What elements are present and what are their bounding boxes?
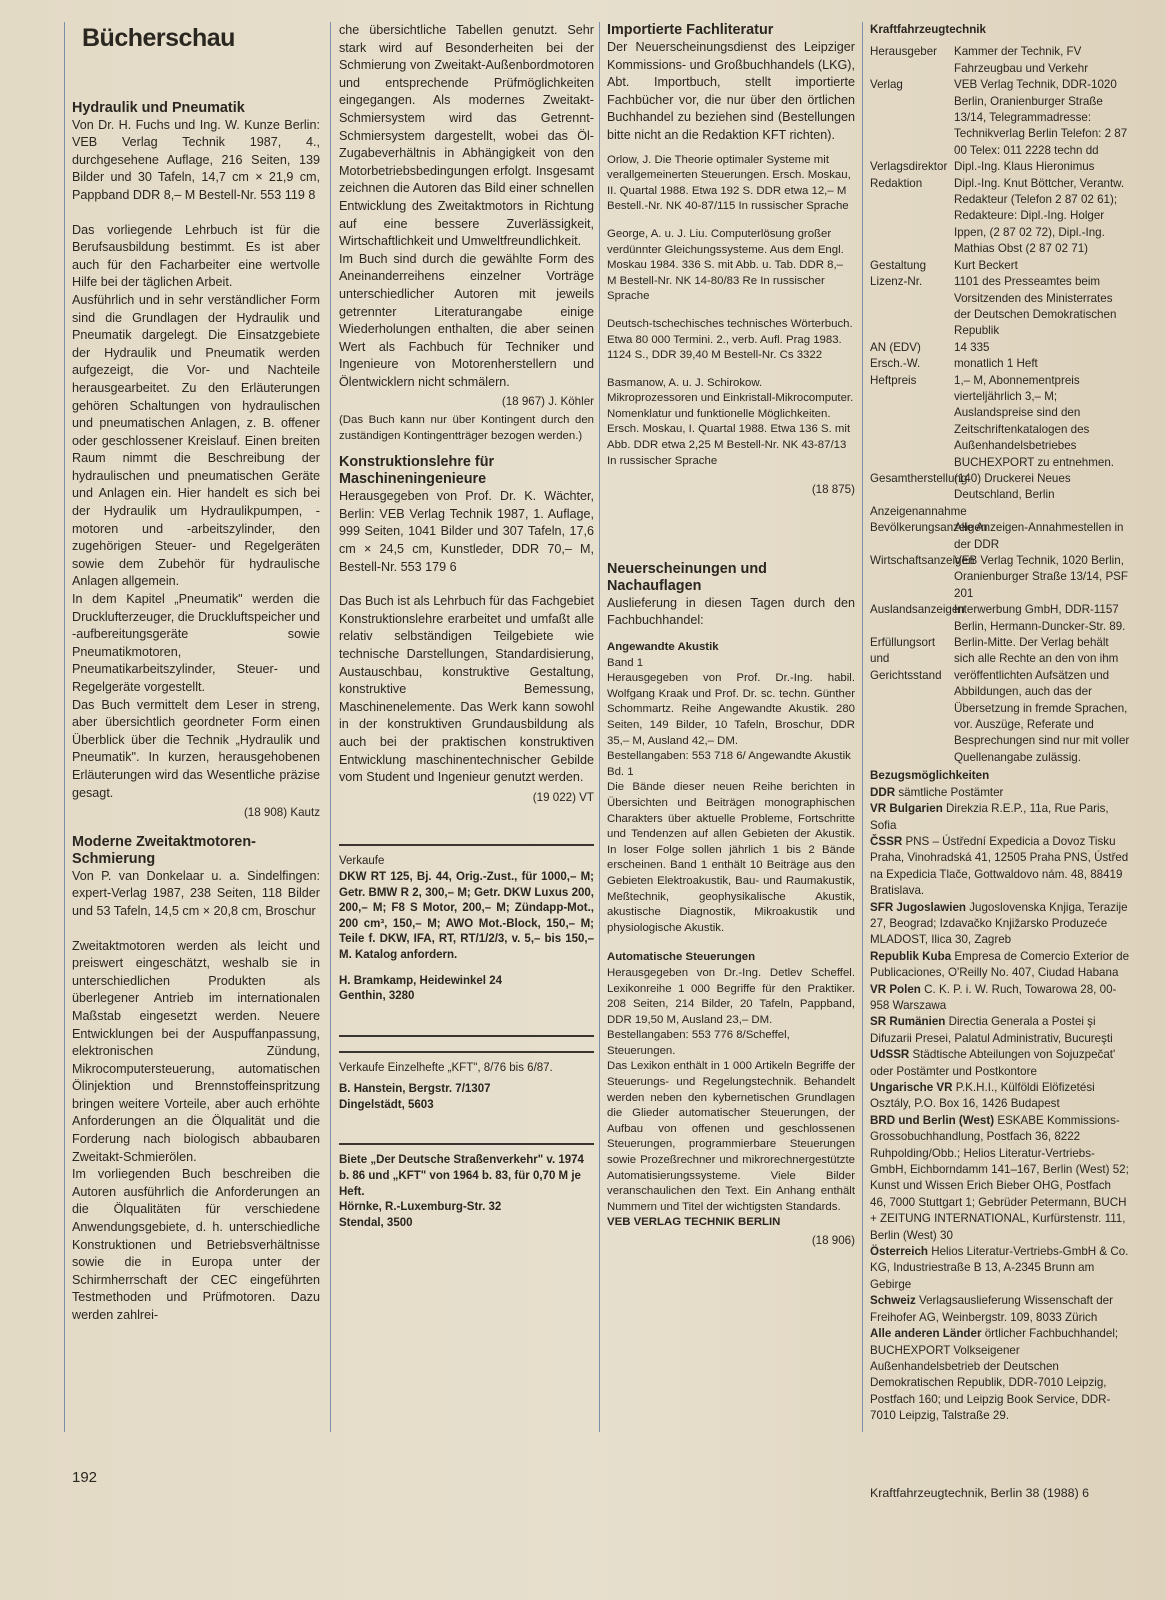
imprint-key: Wirtschaftsanzeigen — [870, 554, 975, 567]
page-footer: Kraftfahrzeugtechnik, Berlin 38 (1988) 6 — [870, 1486, 1090, 1500]
review-signature: (19 022) VT — [532, 790, 594, 804]
distribution-country: Ungarische VR — [870, 1081, 953, 1094]
column-3 — [607, 22, 855, 1251]
book-heading: Hydraulik und Pneumatik — [72, 99, 245, 116]
distribution-country: VR Bulgarien — [870, 802, 943, 816]
distribution-country: DDR — [870, 785, 896, 799]
distribution-country: Österreich — [870, 1245, 928, 1259]
ad-title: Verkaufe — [339, 855, 385, 868]
section-title: Bücherschau — [82, 24, 235, 52]
distribution-entry — [870, 982, 1130, 1015]
availability-note: (Das Buch kann nur über Kontingent durch den zuständigen Kontingentträger bezogen werden.) — [339, 414, 594, 442]
classified-ad-1 — [339, 854, 594, 1004]
column-rule-4 — [862, 22, 863, 1432]
new-book-description: Das Lexikon enthält in 1 000 Artikeln Begriffe der Steuerungs- und Regelungstechnik. Behandelt werden neben den kybernetischen Grundlagen die Glieder automatischer Steuerungen, der Aufbau von offenen und geschlossenen Steuerungen, programmierbare Steuerungen sowie Prozeßrechner und mikrorechnergestützte Automatisierungssysteme. Viele Bilder veranschaulichen den Text. Ein Anhang enthält Nummern und Titel der wichtigsten Standards. — [607, 1060, 855, 1213]
distribution-address: P.K.H.I., Külföldi Elöfizetési Osztály, P.O. Box 16, 1426 Budapest — [870, 1081, 1095, 1111]
ad-text: DKW RT 125, Bj. 44, Orig.-Zust., für 1000,– M; Getr. BMW R 2, 300,– M; Getr. DKW Luxus 200, 200,– M; F8 S Motor, 200,– M; Zündapp-Mot., 200 cm³, 150,– M; AWO Mot.-Block, 150,– M; Teile f. DKW, IFA, RT, RT/1/2/3, v. 5,– bis 150,– M. Katalog anfordern. — [339, 870, 594, 961]
imprint-key: Bevölkerungsanzeigen — [870, 521, 988, 535]
new-book-info: Herausgegeben von Dr.-Ing. Detlev Scheffel. Lexikonreihe 1 000 Begriffe für den Praktiker. 208 Seiten, 214 Bilder, 20 Tafeln, Pappband, DDR 19,50 M, Ausland 23,– DM. — [607, 966, 855, 1026]
ad-city: Genthin, 3280 — [339, 990, 415, 1003]
imprint-value: (140) Druckerei Neues Deutschland, Berlin — [954, 471, 1071, 502]
review-paragraph: Das Buch vermittelt dem Leser in streng, aber übersichtlich geordneter Form einen Überblick über die Technik „Hydraulik und Pneumatik". In kurzen, herausgehobenen Erläuterungen wird das Wesentliche präzise gesagt. — [72, 697, 320, 800]
imprint-row — [870, 553, 1130, 602]
review-paragraph: Im Buch sind durch die gewählte Form des Aneinanderreihens einzelner Vorträge unterschiedlicher Autoren mit jeweils getrennter Literaturangabe einige Wiederholungen enthalten, die aber seinen Wert als Fachbuch für Techniker und Ingenieure von Motorenherstellern und Ölentwicklern nicht schmälern. — [339, 251, 594, 389]
distribution-address: Direkzia R.E.P., 11a, Rue Paris, Sofia — [870, 802, 1109, 832]
distribution-address: PNS – Ústřední Expedicia a Dovoz Tisku Praha, Vinohradská 41, 12505 Praha PNS, Ústřed na Expedicia Tlače, Gottwaldovo nám. 48, 88419 Bratislava. — [870, 834, 1129, 898]
section-heading: Importierte Fachliteratur — [607, 22, 774, 38]
imprint-value: 1101 des Presseamtes beim Vorsitzenden des Ministerrates der Deutschen Demokratischen Republik — [954, 275, 1117, 338]
imprint-key: Redaktion — [870, 176, 923, 190]
new-book-title: Automatische Steuerungen — [607, 951, 756, 964]
section-heading: Neuerscheinungen und Nachauflagen — [607, 560, 767, 594]
imprint-key: Ersch.-W. — [870, 357, 921, 371]
book-heading: Moderne Zweitaktmotoren-Schmierung — [72, 833, 256, 867]
ad-divider — [339, 1035, 594, 1037]
distribution-entry — [870, 1047, 1130, 1080]
distribution-country: SR Rumänien — [870, 1015, 946, 1029]
imprint-key: Verlagsdirektor — [870, 160, 948, 174]
imprint-row — [870, 159, 1130, 175]
imprint-key: Verlag — [870, 78, 903, 92]
distribution-entry — [870, 1014, 1130, 1047]
bezug-rows — [870, 785, 1130, 1425]
imprint-row — [870, 602, 1130, 635]
column-2 — [339, 22, 594, 1231]
import-item: George, A. u. J. Liu. Computerlösung großer verdünnter Gleichungssysteme. Aus dem Engl. Moskau 1984. 336 S. mit Abb. u. Tab. DDR 8,– M Bestell-Nr. NK 14-80/83 Re In russischer Sprache — [607, 227, 844, 303]
distribution-address: Empresa de Comercio Exterior de Publicaciones, O'Reilly No. 407, Ciudad Habana — [870, 949, 1130, 980]
review-paragraph: Das Buch ist als Lehrbuch für das Fachgebiet Konstruktionslehre erarbeitet und umfaßt alle relativ selbständigen Teilgebiete wie technische Darstellungen, Standardisierung, Austauschbau, konstruktive Gestaltung, konstruktive Bemessung, Maschinenelemente. Das Werk kann sowohl in der konstruktiven Grundausbildung als auch bei der praktischen konstruktiven Entwicklung maschinentechnischer Gebilde vom Student und Ingenieur genutzt werden. — [339, 594, 594, 785]
column-rule-2 — [330, 22, 331, 1432]
distribution-address: örtlicher Fachbuchhandel; BUCHEXPORT Volkseigener Außenhandelsbetrieb der Deutschen Demokratischen Republik, DDR-7010 Leipzig, Postfach 160; und Leipzig Book Service, DDR-7010 Leipzig, Talstraße 29. — [870, 1327, 1119, 1423]
imprint-value: monatlich 1 Heft — [954, 357, 1038, 371]
review-paragraph: Das vorliegende Lehrbuch ist für die Berufsausbildung bestimmt. Es ist aber auch für den Facharbeiter eine wertvolle Hilfe bei der täglichen Arbeit. — [72, 222, 320, 290]
distribution-country: VR Polen — [870, 982, 921, 996]
imprint-key: Erfüllungsort und Gerichtsstand — [870, 636, 942, 682]
new-book-description: Die Bände dieser neuen Reihe berichten in Übersichten und Beiträgen monographischen Charakters über aktuelle Probleme, Fortschritte und Tendenzen auf allen Gebieten der Akustik. In loser Folge sollen jährlich 1 bis 2 Bände erscheinen. Band 1 enthält 10 Beiträge aus den Gebieten Elektroakustik, Bau- und Raumakustik, Meßtechnik, geophysikalische Akustik, akustische Diagnostik, Mikroakustik und physiologische Akustik. — [607, 781, 855, 934]
imprint-row — [870, 258, 1130, 274]
review-zweitakt — [72, 834, 320, 1325]
ad-name: B. Hanstein, Bergstr. 7/1307 — [339, 1083, 491, 1096]
new-book-order: Bestellangaben: 553 776 8/Scheffel, Steuerungen. — [607, 1029, 790, 1057]
column-1 — [72, 22, 320, 1325]
imprint-row — [870, 520, 1130, 553]
new-book-info: Herausgegeben von Prof. Dr.-Ing. habil. Wolfgang Kraak und Prof. Dr. sc. techn. Günther Schommartz. Reihe Angewandte Akustik. 280 Seiten, 149 Bilder, 10 Tafeln, Broschur, DDR 35,– M, Ausland 42,– DM. — [607, 672, 855, 747]
distribution-country: BRD und Berlin (West) — [870, 1113, 995, 1127]
distribution-entry — [870, 1326, 1130, 1424]
imprint-row — [870, 176, 1130, 258]
distribution-address: Directia Generala a Postei şi Difuzarii Presei, Palatul Administrativ, Bucureşti — [870, 1015, 1113, 1045]
distribution-address: Jugoslovenska Knjiga, Terazije 27, Beograd; Izdavačko Knjižarsko Produzeće MLADOST, Ilica 30, Zagreb — [870, 900, 1128, 947]
ad-city: Stendal, 3500 — [339, 1216, 413, 1229]
imprint-rows — [870, 44, 1130, 766]
publisher-name: VEB VERLAG TECHNIK BERLIN — [607, 1216, 781, 1229]
imprint-key: Heftpreis — [870, 373, 917, 387]
review-paragraph: Im vorliegenden Buch beschreiben die Autoren ausführlich die Anforderungen an die Ölqualitäten für verschiedene Anwendungsgebiete, d. h. unterschiedliche Konstruktionen und Betriebsverhältnisse sowie die in Europa unter der Schirmherrschaft der CEC eingeführten Testmethoden und Prüfmotoren. Dazu werden zahlrei- — [72, 1167, 320, 1322]
imprint-row — [870, 77, 1130, 159]
section-intro: Auslieferung in diesen Tagen durch den Fachbuchhandel: — [607, 595, 855, 628]
imprint-row — [870, 340, 1130, 356]
imprint-key: Gesamtherstellung — [870, 471, 968, 485]
review-signature: (18 908) Kautz — [243, 806, 320, 820]
imprint-value: VEB Verlag Technik, DDR-1020 Berlin, Oranienburger Straße 13/14, Telegrammadresse: Technikverlag Berlin Telefon: 2 87 00 Telex: 011 2228 techn dd — [954, 78, 1128, 157]
ad-text: Verkaufe Einzelhefte „KFT", 8/76 bis 6/87. — [339, 1061, 553, 1074]
imprint-column — [870, 22, 1130, 1425]
page-number: 192 — [72, 1469, 98, 1486]
review-paragraph: Ausführlich und in sehr verständlicher Form sind die Grundlagen der Hydraulik und Pneumatik dargelegt. Die Einsatzgebiete der Hydraulik und Pneumatik werden aufgezeigt, die Vor- und Nachteile herausgearbeitet. Zu den Erläuterungen gehören Schaltungen von hydraulischen und pneumatischen Anlagen, z. B. offener oder geschlossener Kreislauf. Einen breiten Raum nimmt die Beschreibung der hydraulischen und pneumatischen Geräte und Anlagen ein. Hier handelt es sich bei der Hydraulik um Hydraulikpumpen, -motoren und -arbeitszylinder, den zugehörigen Steuer- und Regelgeräten sowie dem Zubehör für hydraulische Anlagen allgemein. — [72, 292, 320, 589]
distribution-address: Verlagsauslieferung Wissenschaft der Freihofer AG, Weinbergstr. 109, 8033 Zürich — [870, 1294, 1113, 1324]
distribution-country: Alle anderen Länder — [870, 1327, 982, 1341]
distribution-entry — [870, 834, 1130, 900]
classified-ad-3 — [339, 1153, 594, 1231]
imprint-row — [870, 356, 1130, 372]
section-intro: Der Neuerscheinungsdienst des Leipziger Kommissions- und Großbuchhandels (LKG), Abt. Importbuch, stellt importierte Fachbücher vor, die nur über den örtlichen Buchhandel zu beziehen sind (Bestellungen bitte nicht an die Redaktion KFT richten). — [607, 40, 855, 142]
imprint-row — [870, 504, 1130, 520]
section-signature: (18 906) — [811, 1234, 855, 1247]
imprint-key: Lizenz-Nr. — [870, 275, 923, 289]
distribution-entry — [870, 900, 1130, 949]
imprint-value: Dipl.-Ing. Knut Böttcher, Verantw. Redakteur (Telefon 2 87 02 61); Redakteure: Dipl.-Ing. Holger Ippen, (2 87 02 72), Dipl.-Ing. Mathias Obst (2 87 02 71) — [954, 176, 1125, 256]
distribution-address: C. K. P. i. W. Ruch, Towarowa 28, 00-958 Warszawa — [870, 982, 1117, 1012]
book-info: Von Dr. H. Fuchs und Ing. W. Kunze Berlin: VEB Verlag Technik 1987, 4., durchgesehene Auflage, 216 Seiten, 139 Bilder und 30 Tafeln, 14,7 cm × 21,9 cm, Pappband DDR 8,– M Bestell-Nr. 553 119 8 — [72, 117, 320, 202]
book-heading: Konstruktionslehre für Maschineningenieure — [339, 454, 495, 488]
ad-divider — [339, 844, 594, 846]
distribution-country: Republik Kuba — [870, 949, 952, 963]
distribution-address: Helios Literatur-Vertriebs-GmbH & Co. KG, Industriestraße B 13, A-2345 Brunn am Gebirge — [870, 1245, 1129, 1291]
distribution-entry — [870, 785, 1130, 801]
imprint-heading: Kraftfahrzeugtechnik — [870, 23, 986, 36]
review-paragraph: In dem Kapitel „Pneumatik" werden die Drucklufterzeuger, die Druckluftspeicher und -aufbereitungsgeräte sowie Pneumatikmotoren, Pneumatikarbeitszylinder, Steuer- und Regelgeräte vorgestellt. — [72, 592, 320, 694]
imprint-key: Auslandsanzeigen — [870, 603, 965, 617]
distribution-country: ČSSR — [870, 834, 903, 848]
distribution-country: Schweiz — [870, 1294, 916, 1308]
distribution-entry — [870, 801, 1130, 834]
imprint-key: Herausgeber — [870, 45, 938, 59]
imprint-row — [870, 373, 1130, 471]
review-paragraph: Zweitaktmotoren werden als leicht und preiswert eingeschätzt, weshalb sie in unterschiedlichen Produkten als überlegener Antrieb im internationalen Maßstab eingesetzt werden. Neuere Entwicklungen bei der Auspuffanpassung, elektronischen Zündung, Mikrocomputersteuerung, automatischen Ölinjektion und Brennstoffeinspritzung bringen weitere Vorteile, aber auch erhöhte Anforderungen an die Ölqualität und die Forderung nach biologisch abbaubaren Zweitakt-Schmierölen. — [72, 938, 320, 1164]
import-item: Orlow, J. Die Theorie optimaler Systeme mit verallgemeinerten Steuerungen. Ersch. Moskau, II. Quartal 1988. Etwa 192 S. DDR etwa 12,– M Bestell.-Nr. NK 40-87/115 In russischer Sprache — [607, 153, 851, 213]
imprint-value: Kammer der Technik, FV Fahrzeugbau und Verkehr — [954, 45, 1089, 75]
column-rule-1 — [64, 22, 65, 1432]
import-item: Deutsch-tschechisches technisches Wörterbuch. Etwa 80 000 Termini. 2., verb. Aufl. Prag 1983. 1124 S., DDR 39,40 M Bestell-Nr. Cs 3322 — [607, 317, 853, 362]
new-book-order: Bestellangaben: 553 718 6/ Angewandte Akustik Bd. 1 — [607, 750, 851, 778]
ad-city: Dingelstädt, 5603 — [339, 1098, 434, 1111]
imprint-row — [870, 635, 1130, 766]
distribution-address: Städtische Abteilungen von Sojuzpečat' oder Postämter und Postkontore — [870, 1048, 1116, 1078]
section-signature: (18 875) — [811, 483, 855, 497]
new-book-band: Band 1 — [607, 656, 644, 669]
ad-name: H. Bramkamp, Heidewinkel 24 — [339, 974, 502, 987]
distribution-country: UdSSR — [870, 1048, 910, 1062]
distribution-address: ESKABE Kommissions-Grossobuchhandlung, Postfach 36, 8222 Ruhpolding/Obb.; Helios Literatur-Vertriebs-GmbH, Eichborndamm 141–167, Berlin (West) 52; Kunst und Wissen Erich Bieber OHG, Postfach 46, 7000 Stuttgart 1; Gebrüder Petermann, BUCH + ZEITUNG INTERNATIONAL, Kurfürstenstr. 111, Berlin (West) 30 — [870, 1113, 1129, 1242]
import-item: Basmanow, A. u. J. Schirokow. Mikroprozessoren und Einkristall-Mikrocomputer. Nomenklatur und funktionelle Möglichkeiten. Ersch. Moskau, I. Quartal 1988. Etwa 136 S. mit Abb. DDR etwa 2,25 M Bestell-Nr. NK 43-87/13 In russischer Sprache — [607, 376, 854, 467]
new-book-title: Angewandte Akustik — [607, 641, 719, 654]
distribution-country: SFR Jugoslawien — [870, 900, 966, 914]
review-konstruktionslehre — [339, 454, 594, 806]
imprint-value: Berlin-Mitte. Der Verlag behält sich alle Rechte an den von ihm veröffentlichten Aufsätzen und Abbildungen, auch das der Übersetzung in fremde Sprachen, vor. Auszüge, Referate und Besprechungen sind nur mit voller Quellenangabe zulässig. — [954, 636, 1130, 764]
distribution-entry — [870, 1244, 1130, 1293]
imprint-row — [870, 44, 1130, 77]
distribution-entry — [870, 1113, 1130, 1244]
book-info: Herausgegeben von Prof. Dr. K. Wächter, Berlin: VEB Verlag Technik 1987, 1. Auflage, 999 Seiten, 1041 Bilder und 307 Tafeln, 17,6 cm × 24,5 cm, Kunstleder, DDR 70,– M, Bestell-Nr. 553 179 6 — [339, 489, 594, 574]
imprint-value: 14 335 — [954, 340, 990, 354]
column-rule-3 — [599, 22, 600, 1432]
imprint-value: 1,– M, Abonnementpreis vierteljährlich 3,– M; Auslandspreise sind den Zeitschriftenkatalogen des Außenhandelsbetriebes BUCHEXPORT zu entnehmen. — [954, 373, 1115, 469]
imprint-value: Interwerbung GmbH, DDR-1157 Berlin, Hermann-Duncker-Str. 89. — [954, 603, 1126, 633]
new-book-akustik — [607, 640, 855, 936]
imprint-row — [870, 274, 1130, 340]
distribution-entry — [870, 949, 1130, 982]
review-paragraph: che übersichtliche Tabellen genutzt. Sehr stark wird auf Besonderheiten bei der Schmierung von Zweitakt-Außenbordmotoren und entsprechende Prüfmöglichkeiten eingegangen. Als modernes Zweitakt-Schmiersystem wird das Getrennt-Schmiersystem dargestellt, wobei das Öl-Zugabeverhältnis in Abhängigkeit von den Motorbetriebsbedingungen erfolgt. Insgesamt zeichnen die Autoren das Bild einer schnellen Entwicklung des Zweitaktmotors in Richtung auf eine bessere Zuverlässigkeit, Wirtschaftlichkeit und Umweltfreundlichkeit. — [339, 23, 594, 249]
imprint-key: Anzeigenannahme — [870, 504, 967, 518]
review-signature: (18 967) J. Köhler — [501, 395, 594, 409]
imprint-value: Kurt Beckert — [954, 258, 1018, 272]
imprint-value: Dipl.-Ing. Klaus Hieronimus — [954, 160, 1095, 174]
imprint-value: Alle Anzeigen-Annahmestellen in der DDR — [954, 521, 1124, 551]
imprint-key: AN (EDV) — [870, 340, 921, 354]
ad-divider — [339, 1051, 594, 1053]
imprint-value — [954, 504, 1130, 520]
ad-divider — [339, 1143, 594, 1145]
distribution-entry — [870, 1080, 1130, 1113]
classified-ad-2 — [339, 1061, 594, 1114]
distribution-address: sämtliche Postämter — [898, 785, 1004, 799]
imprint-row — [870, 471, 1130, 504]
imprint-key: Gestaltung — [870, 258, 927, 272]
ad-name: Hörnke, R.-Luxemburg-Str. 32 — [339, 1201, 502, 1214]
distribution-entry — [870, 1293, 1130, 1326]
imprint-value: VEB Verlag Technik, 1020 Berlin, Oranienburger Straße 13/14, PSF 201 — [954, 554, 1128, 600]
new-book-steuerungen — [607, 950, 855, 1248]
review-hydraulik — [72, 100, 320, 822]
bezug-heading: Bezugsmöglichkeiten — [870, 769, 990, 783]
ad-text: Biete „Der Deutsche Straßenverkehr" v. 1974 b. 86 und „KFT" von 1964 b. 83, für 0,70 M je Heft. — [339, 1154, 584, 1198]
book-info: Von P. van Donkelaar u. a. Sindelfingen: expert-Verlag 1987, 238 Seiten, 118 Bilder und 53 Tafeln, 14,5 cm × 20,8 cm, Broschur — [72, 868, 320, 918]
